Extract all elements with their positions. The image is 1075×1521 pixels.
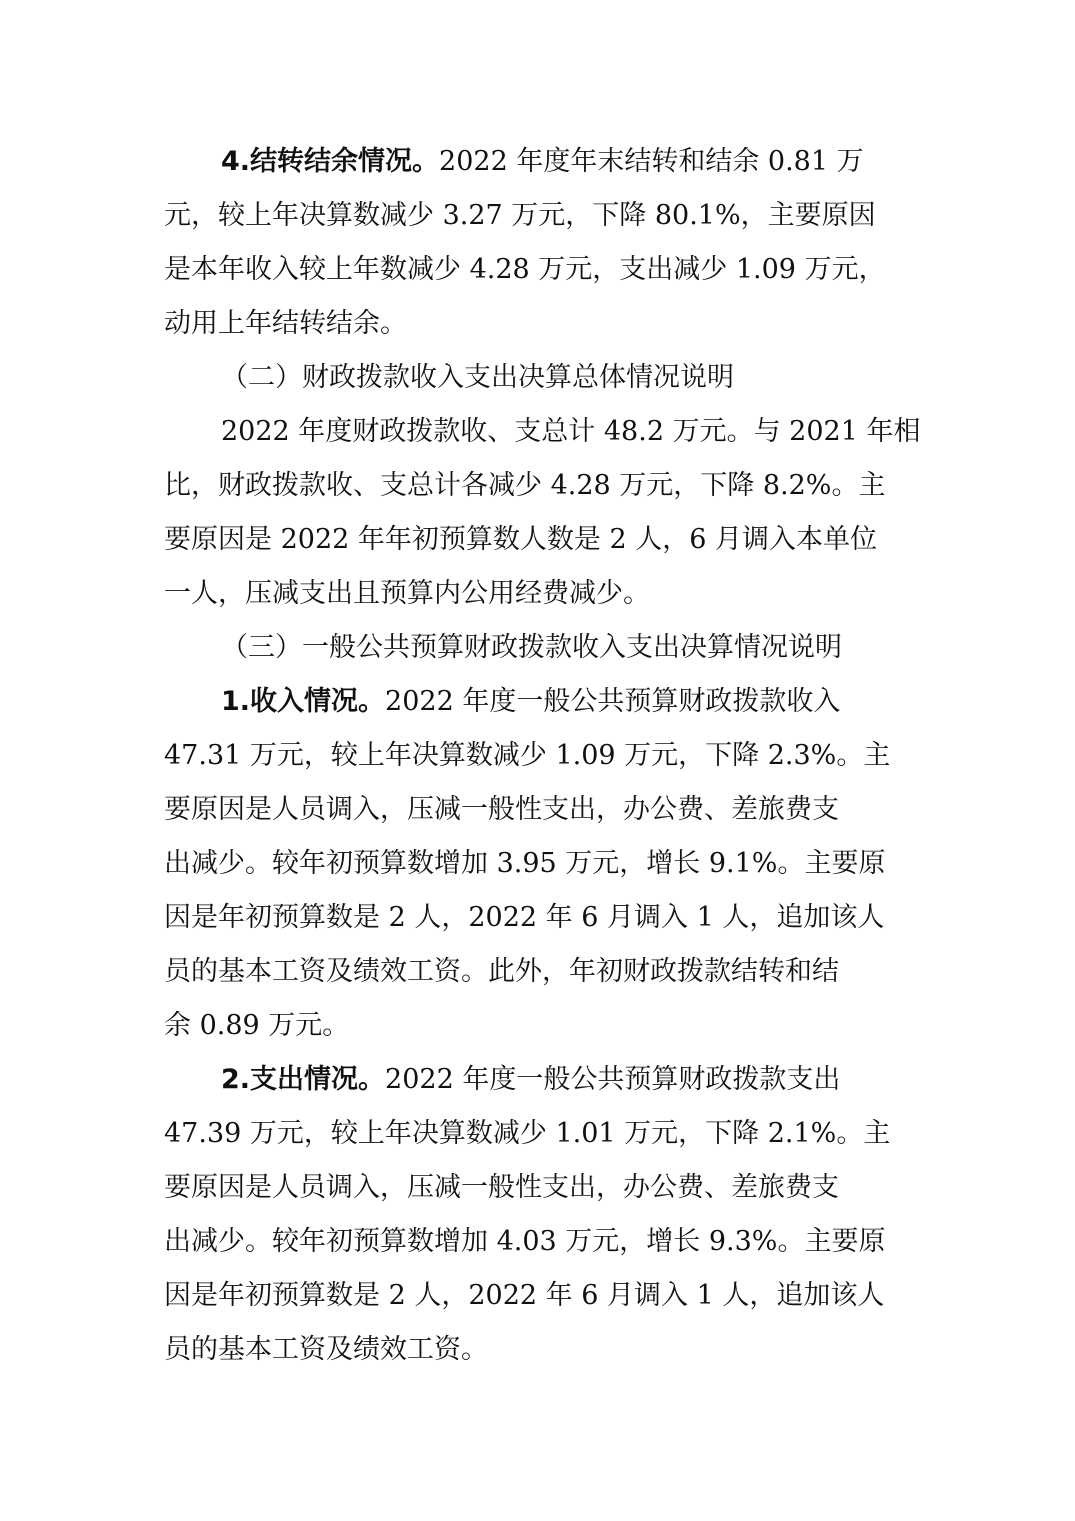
paragraph-text: 2022 年度年末结转和结余 0.81 万: [439, 146, 864, 177]
section-heading: 4.结转结余情况。: [221, 146, 440, 177]
paragraph-line: 要原因是 2022 年年初预算数人数是 2 人，6 月调入本单位: [164, 524, 877, 555]
paragraph-line: 余 0.89 万元。: [164, 1010, 350, 1041]
paragraph-line: 要原因是人员调入，压减一般性支出，办公费、差旅费支: [164, 794, 839, 825]
section-heading: （三）一般公共预算财政拨款收入支出决算情况说明: [221, 632, 842, 663]
paragraph-line: 一人，压减支出且预算内公用经费减少。: [164, 578, 650, 609]
paragraph-line: 47.39 万元，较上年决算数减少 1.01 万元，下降 2.1%。主: [164, 1118, 891, 1149]
subsection-heading: 1.收入情况。: [221, 686, 386, 717]
paragraph-line: [221, 675, 905, 729]
paragraph-line: 动用上年结转结余。: [164, 308, 407, 339]
paragraph-line: 2022 年度财政拨款收、支总计 48.2 万元。与 2021 年相: [221, 416, 921, 447]
paragraph-text: 2022 年度一般公共预算财政拨款收入: [385, 686, 841, 717]
paragraph-line: 47.31 万元，较上年决算数减少 1.09 万元，下降 2.3%。主: [164, 740, 891, 771]
section-heading: （二）财政拨款收入支出决算总体情况说明: [221, 362, 734, 393]
paragraph-line: 因是年初预算数是 2 人，2022 年 6 月调入 1 人，追加该人: [164, 902, 885, 933]
paragraph-line: [221, 135, 905, 189]
subsection-heading: 2.支出情况。: [221, 1064, 386, 1095]
paragraph-line: [221, 1053, 905, 1107]
paragraph-line: 出减少。较年初预算数增加 3.95 万元，增长 9.1%。主要原: [164, 848, 886, 879]
paragraph-line: 是本年收入较上年数减少 4.28 万元，支出减少 1.09 万元，: [164, 254, 886, 285]
paragraph-line: 比，财政拨款收、支总计各减少 4.28 万元，下降 8.2%。主: [164, 470, 886, 501]
paragraph-text: 2022 年度一般公共预算财政拨款支出: [385, 1064, 841, 1095]
paragraph-line: 元，较上年决算数减少 3.27 万元，下降 80.1%，主要原因: [164, 200, 876, 231]
paragraph-line: 因是年初预算数是 2 人，2022 年 6 月调入 1 人，追加该人: [164, 1280, 885, 1311]
paragraph-line: 出减少。较年初预算数增加 4.03 万元，增长 9.3%。主要原: [164, 1226, 886, 1257]
paragraph-line: 要原因是人员调入，压减一般性支出，办公费、差旅费支: [164, 1172, 839, 1203]
paragraph-line: 员的基本工资及绩效工资。: [164, 1334, 488, 1365]
paragraph-line: 员的基本工资及绩效工资。此外，年初财政拨款结转和结: [164, 956, 839, 987]
